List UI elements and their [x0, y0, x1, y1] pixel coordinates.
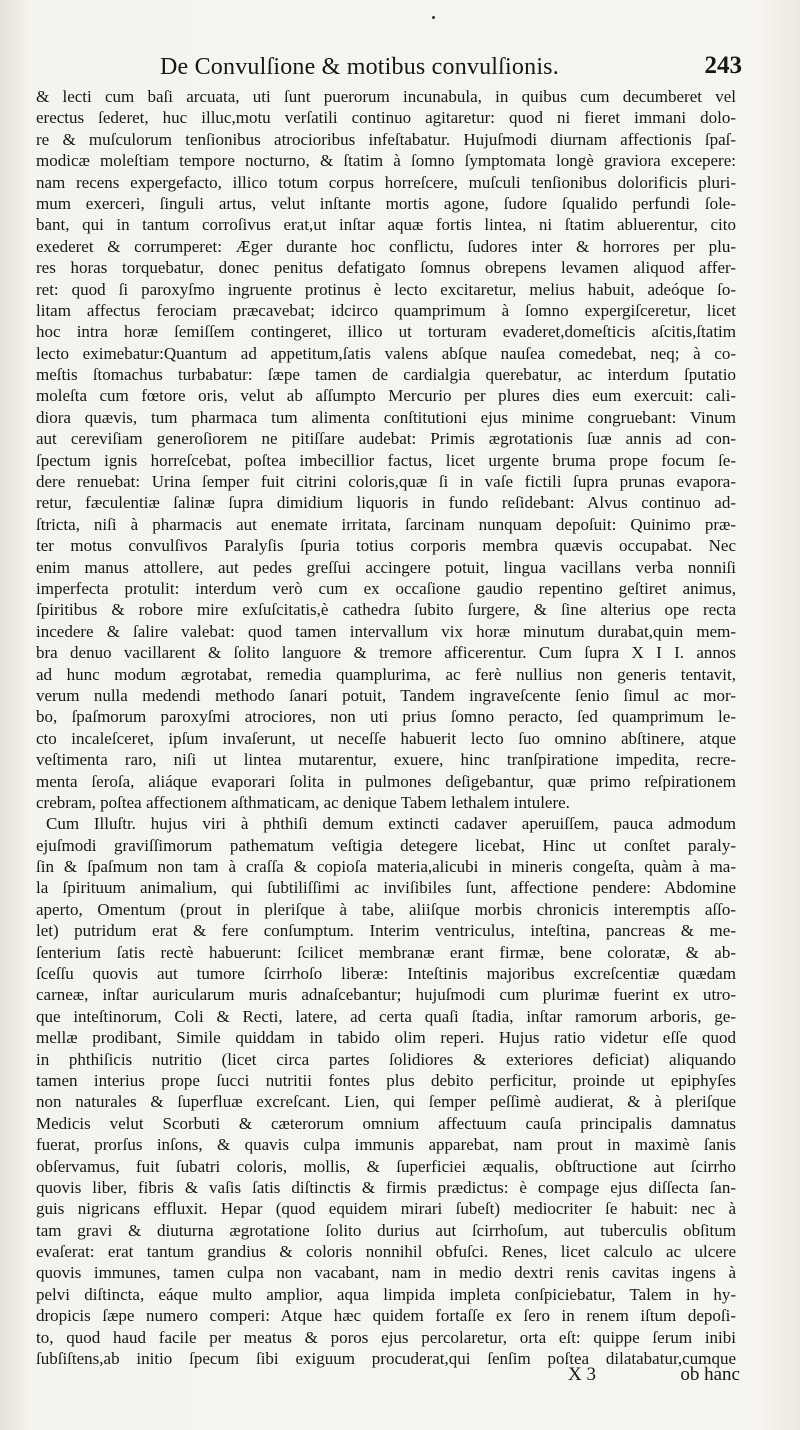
text-line: evaſerat: erat tantum grandius & coloris nonnihil obfuſci. Renes, licet calculo ac ulcere — [36, 1242, 736, 1262]
text-line: ſtricta, niſi à pharmacis aut enemate irritata, ſarcinam nunquam depoſuit: Quinimo præ- — [36, 514, 736, 534]
text-line: cto incaleſceret, ipſum invaſerunt, ut neceſſe habuerit lecto ſuo omnino abſtinere, atque — [36, 728, 736, 748]
text-line: ad hunc modum ægrotabat, remedia quamplurima, ac ferè nullius non generis tentavit, — [36, 664, 736, 684]
text-line: lecto eximebatur:Quantum ad appetitum,ſatis valens abſque nauſea comedebat, neq; à co- — [36, 343, 736, 363]
text-line: ſin & ſpaſmum non tam à craſſa & copioſa materia,alicubi in mineris congeſta, quàm à ma- — [36, 857, 736, 877]
text-line: re & muſculorum tenſionibus atrocioribus infeſtabatur. Hujuſmodi diurnam affectionis ſpaſ- — [36, 129, 736, 149]
text-line: res horas torquebatur, donec penitus defatigato ſomnus obrepens levamen aliquod affer- — [36, 258, 736, 278]
text-line: ret: quod ſi paroxyſmo ingruente protinus è lecto excitaretur, melius habuit, adeóque ſo- — [36, 279, 736, 299]
text-line: imperfecta protulit: interdum verò cum ex occaſione gaudio repentino geſtiret animus, — [36, 578, 736, 598]
text-line: mum exerceri, ſinguli artus, velut inſtante mortis agone, ſudore ſqualido perfundi ſole- — [36, 193, 736, 213]
text-line: incedere & ſalire valebat: quod tamen intervallum vix horæ minutum durabat,quin mem- — [36, 621, 736, 641]
text-line: erectus ſederet, huc illuc,motu verſatili continuo agitaretur: quod ni fieret immani dolo- — [36, 108, 736, 128]
text-line: moleſta cum fœtore oris, velut ab aſſumpto Mercurio per plures dies eum exercuit: cali- — [36, 386, 736, 406]
text-line: in phthiſicis nutritio (licet circa partes ſolidiores & exteriores deficiat) aliquando — [36, 1049, 736, 1069]
text-line: mellæ prodibant, Simile quiddam in tabido olim reperi. Hujus ratio videtur eſſe quod — [36, 1028, 736, 1048]
text-line: tamen interius prope ſucci nutritii fontes plus debito perficitur, proinde ut epiphyſes — [36, 1070, 736, 1090]
ink-speck — [432, 16, 435, 19]
signature-mark: X 3 — [568, 1364, 596, 1385]
text-line: quovis immunes, tamen culpa non vacabant, nam in medio dextri renis cavitas ingens à — [36, 1263, 736, 1283]
text-line: enim manus attollere, aut pedes greſſui accingere potuit, lingua vacillans verba nonniſi — [36, 557, 736, 577]
text-line: que inteſtinorum, Coli & Recti, latere, ad certa quaſi ſtadia, inſtar ramorum arboris, ge- — [36, 1006, 736, 1026]
text-line: bo, ſpaſmorum paroxyſmi atrociores, non uti prius ſomno peracto, ſed quamprimum le- — [36, 707, 736, 727]
page-number: 243 — [704, 52, 742, 79]
text-line: Medicis velut Scorbuti & cæterorum omnium affectuum cauſa principalis damnatus — [36, 1113, 736, 1133]
text-line: hoc intra horæ ſemiſſem contingeret, illico ut torturam evaderet,domeſticis aſcitis,ſtatim — [36, 322, 736, 342]
text-line: la ſpirituum animalium, qui ſubtiliſſimi ac inviſibiles ſunt, affectione pendere: Abdomine — [36, 878, 736, 898]
text-line: aperto, Omentum (prout in pleriſque à tabe, aliiſque morbis chronicis interemptis aſſo- — [36, 899, 736, 919]
text-line: veſtimenta raro, niſi ut lintea mutarentur, exuere, hinc tranſpiratione impedita, recre- — [36, 750, 736, 770]
text-line: ſubſiſtens,ab initio ſpecum ſibi exiguum procuderat,qui ſenſim poſtea dilatabatur,cumque — [36, 1349, 736, 1369]
text-line: tam gravi & diuturna ægrotatione ſolito durius aut ſcirrhoſum, aut tuberculis obſitum — [36, 1220, 736, 1240]
page-footer — [20, 1364, 740, 1404]
text-line: carneæ, inſtar auricularum muris adnaſcebantur; hujuſmodi cum plurimæ fuerint ex utro- — [36, 985, 736, 1005]
text-line: ejuſmodi graviſſimorum pathematum veſtigia detegere licebat, Hinc ut conſtet paraly- — [36, 835, 736, 855]
text-line: litam affectus ferociam præcavebat; idcirco quamprimum à ſomno expergiſceretur, licet — [36, 300, 736, 320]
text-line: menta ſeroſa, aliáque evaporari ſolita in pulmones deſigebantur, quæ primo reſpirationem — [36, 771, 736, 791]
text-line: dere renuebat: Urina ſemper fuit citrini coloris,quæ ſi in vaſe fictili ſupra prunas evapora- — [36, 472, 736, 492]
text-line: bant, qui in tantum corroſivus erat,ut inſtar aquæ fortis lintea, ni ſtatim abluerentur, cito — [36, 215, 736, 235]
text-line: nam recens expergefacto, illico totum corpus horreſcere, muſculi tenſionibus dolorificis pluri- — [36, 172, 736, 192]
page-header — [20, 52, 742, 86]
text-line: diora quævis, tum pharmaca tum alimenta conſtitutioni ejus minime congruebant: Vinum — [36, 407, 736, 427]
text-line: ſceſſu quovis aut tumore ſcirrhoſo liberæ: Inteſtinis majoribus excreſcentiæ quædam — [36, 964, 736, 984]
text-line: aut cereviſiam generoſiorem ne pitiſſare audebat: Primis ægrotationis ſuæ annis ad con- — [36, 429, 736, 449]
text-line: retur, fæculentiæ ſalinæ ſupra dimidium liquoris in fundo reſidebant: Alvus continuo ad- — [36, 493, 736, 513]
text-line: & lecti cum baſi arcuata, uti ſunt puerorum incunabula, in quibus cum decumberet vel — [36, 87, 736, 106]
text-line: exederet & corrumperet: Æger durante hoc conflictu, ſudores inter & horrores per plu- — [36, 236, 736, 256]
text-line: guis nigricans effluxit. Hepar (quod equidem mirari ſubeſt) mediocriter ſe habuit: nec à — [36, 1199, 736, 1219]
text-line: modicæ moleſtiam tempore nocturno, & ſtatim à ſomno ſymptomata longè graviora excepere: — [36, 151, 736, 171]
text-line: to, quod haud facile per meatus & poros ejus percolaretur, orta eſt: quippe ſerum inibi — [36, 1327, 736, 1347]
text-line: crebram, poſtea affectionem aſthmaticam, ac denique Tabem lethalem intulere. — [36, 792, 570, 812]
text-line: obſervamus, fuit ſubatri coloris, mollis, & ſuperficiei æqualis, obſtructione aut ſcirrho — [36, 1156, 736, 1176]
text-line: quovis liber, fibris & vaſis ſatis diſtinctis & firmis prædictus: è compage ejus diſſecta ſan- — [36, 1177, 736, 1197]
text-line: ſenterium ſatis rectè habuerunt: ſcilicet membranæ erant firmæ, bene coloratæ, & ab- — [36, 942, 736, 962]
text-line: let) putridum erat & fere conſumptum. Interim ventriculus, inteſtina, pancreas & me- — [36, 921, 736, 941]
text-line: verum nulla medendi methodo ſanari potuit, Tandem ingraveſcente ſenio ſimul ac mor- — [36, 685, 736, 705]
text-line: pelvi diſtincta, eáque multo amplior, aqua limpida impleta conſpiciebatur, Talem in hy- — [36, 1284, 736, 1304]
text-line: bra denuo vacillarent & ſolito languore & tremore afficerentur. Cum ſupra X I I. annos — [36, 643, 736, 663]
text-line: dropicis ſæpe numero comperi: Atque hæc quidem fortaſſe ex ſero in renem iſtum depoſi- — [36, 1306, 736, 1326]
text-line: Cum Illuſtr. hujus viri à phthiſi demum extincti cadaver aperuiſſem, pauca admodum — [46, 814, 736, 834]
body-text — [36, 86, 736, 1369]
text-line: non naturales & ſuperfluæ excreſcant. Lien, qui ſemper peſſimè audierat, & à pleriſque — [36, 1092, 736, 1112]
text-line: meſtis ſtomachus turbabatur: ſæpe tamen de cardialgia querebatur, ac interdum ſputatio — [36, 365, 736, 385]
running-title: De Convulſione & motibus convulſionis. — [160, 54, 559, 80]
catchword: ob hanc — [680, 1364, 740, 1385]
text-line: ter motus convulſivos Paralyſis ſpuria totius corporis membra quævis occupabat. Nec — [36, 536, 736, 556]
text-line: ſpiritibus & robore mire exſuſcitatis,è cathedra ſubito ſurgere, & ſine alterius ope recta — [36, 600, 736, 620]
text-line: fuerat, prorſus inſons, & quavis culpa immunis apparebat, nam prout in maximè ſanis — [36, 1135, 736, 1155]
text-line: ſpectum ignis horreſcebat, poſtea imbecillior factus, licet urgente bruma prope focum ſe- — [36, 450, 736, 470]
